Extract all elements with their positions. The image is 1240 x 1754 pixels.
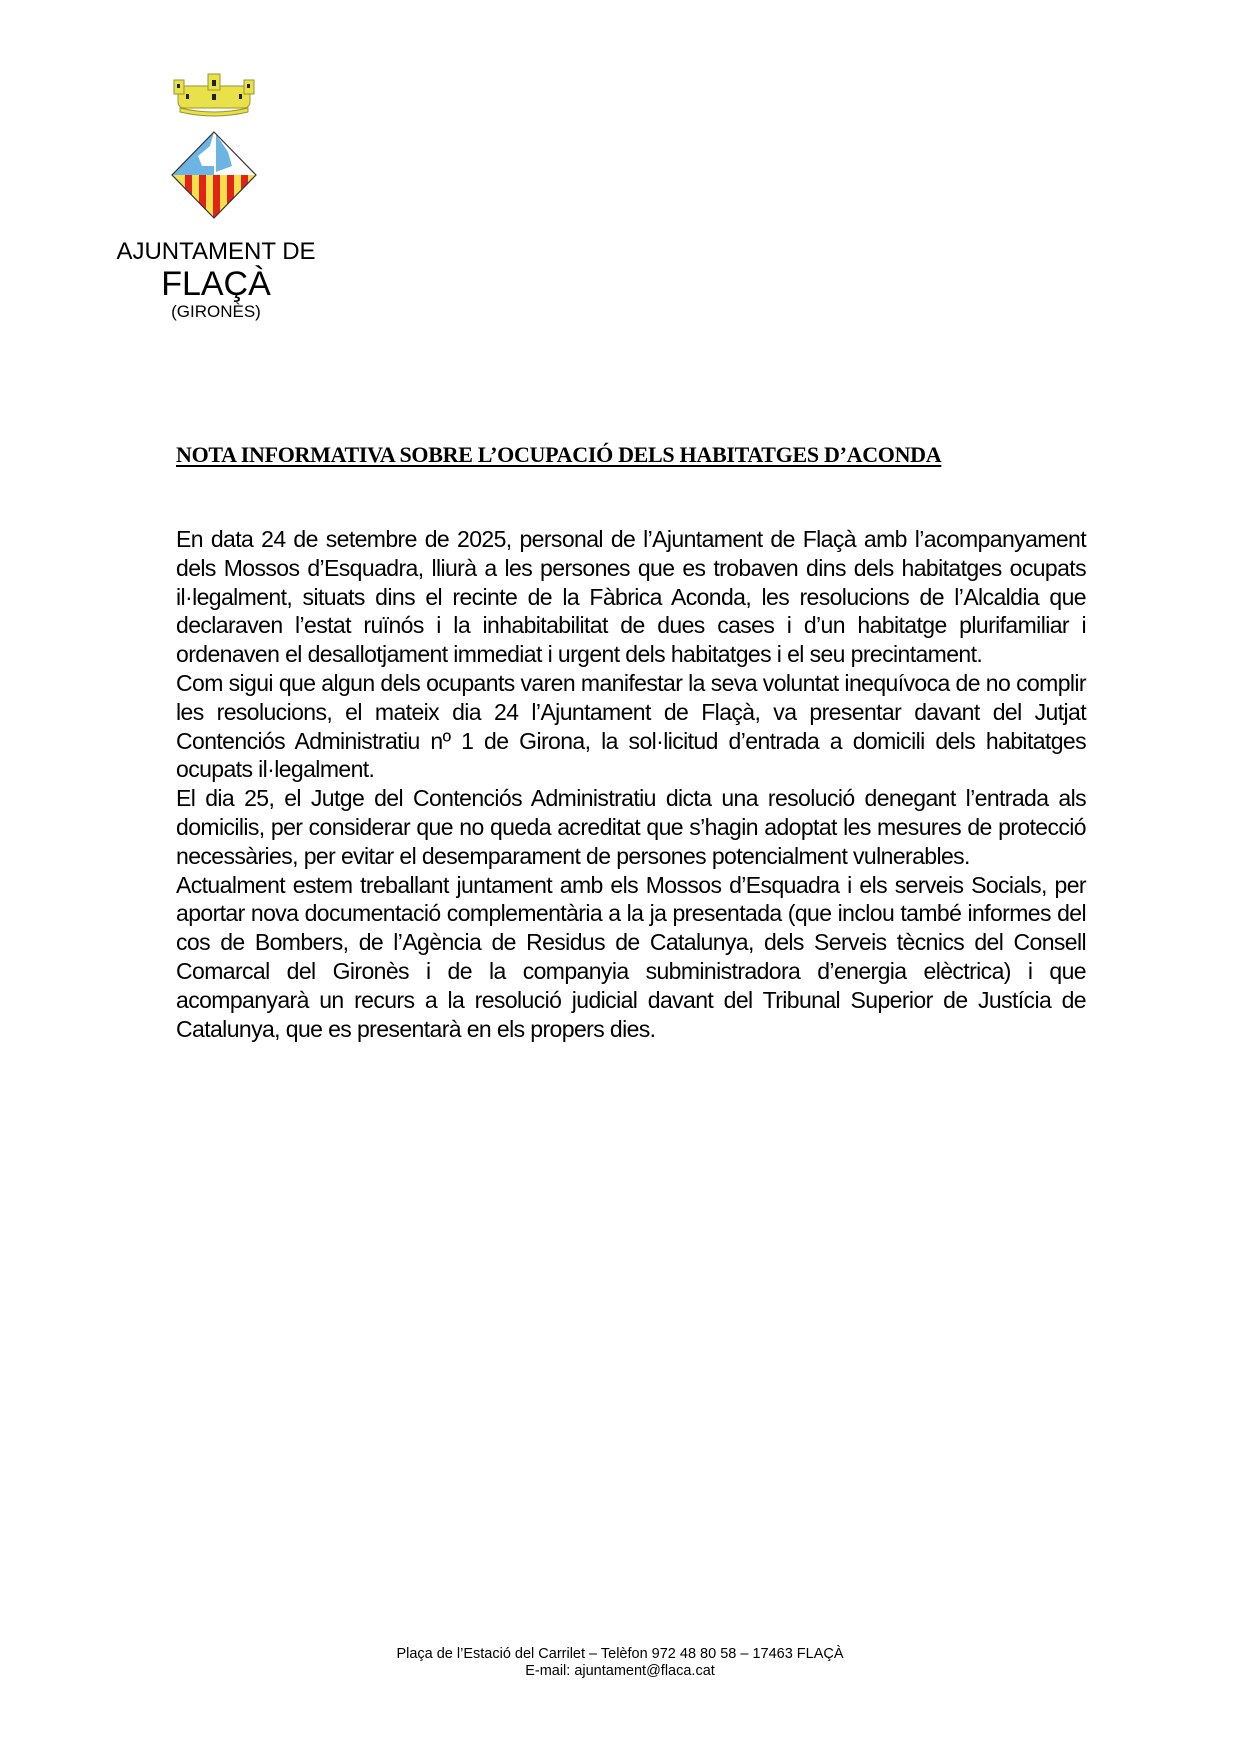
footer-email: E-mail: ajuntament@flaca.cat — [525, 1663, 715, 1679]
paragraph: Com sigui que algun dels ocupants varen manifestar la seva voluntat inequívoca de no complir les resolucions, el mateix dia 24 l’Ajuntament de Flaçà, va presentar davant del Jutjat Contenciós Administratiu nº 1 de Girona, la sol·licitud d’entrada a domicili dels habitatges ocupats il·legalment. — [176, 669, 1086, 783]
organization-name — [96, 238, 336, 322]
org-line-ajuntament: AJUNTAMENT DE — [116, 238, 316, 265]
document-body — [176, 525, 1086, 1043]
org-line-region: (GIRONÈS) — [171, 302, 261, 321]
municipal-coat-of-arms-icon — [168, 72, 260, 222]
paragraph: El dia 25, el Jutge del Contenciós Administratiu dicta una resolució denegant l’entrada als domicilis, per considerar que no queda acreditat que s’hagin adoptat les mesures de protecció necessàries, per evitar el desemparament de persones potencialment vulnerables. — [176, 785, 1086, 869]
paragraph: En data 24 de setembre de 2025, personal de l’Ajuntament de Flaçà amb l’acompanyament dels Mossos d’Esquadra, lliurà a les persones que es trobaven dins dels habitatges ocupats il·legalment, situats dins el recinte de la Fàbrica Aconda, les resolucions de l’Alcaldia que declaraven l’estat ruïnós i la inhabitabilitat de dues cases i d’un habitatge plurifamiliar i ordenaven el desallotjament immediat i urgent dels habitatges i el seu precintament. — [176, 526, 1086, 668]
paragraph: Actualment estem treballant juntament amb els Mossos d’Esquadra i els serveis Socials, per aportar nova documentació complementària a la ja presentada (que inclou també informes del cos de Bombers, de l’Agència de Residus de Catalunya, dels Serveis tècnics del Consell Comarcal del Gironès i de la companyia subministradora d’energia elèctrica) i que acompanyarà un recurs a la resolució judicial davant del Tribunal Superior de Justícia de Catalunya, que es presentarà en els propers dies. — [176, 871, 1086, 1042]
page-footer — [300, 1646, 940, 1680]
shield-icon — [168, 127, 260, 220]
document-title: NOTA INFORMATIVA SOBRE L’OCUPACIÓ DELS HABITATGES D’ACONDA — [176, 442, 942, 467]
crown-icon — [174, 74, 254, 116]
footer-address: Plaça de l’Estació del Carrilet – Telèfon 972 48 80 58 – 17463 FLAÇÀ — [396, 1646, 844, 1662]
org-line-town: FLAÇÀ — [161, 265, 271, 303]
